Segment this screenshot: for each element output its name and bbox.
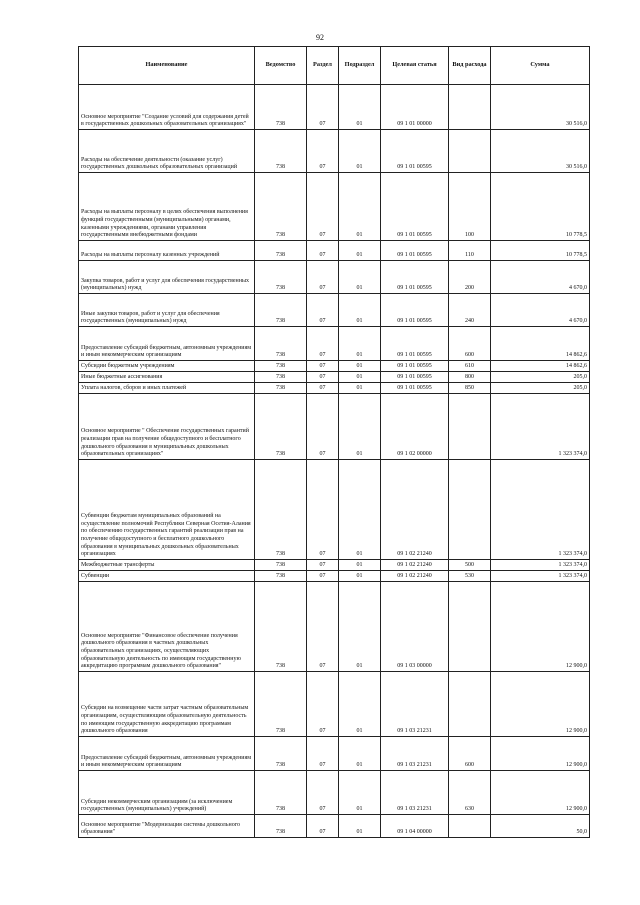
- row-article: 09 1 01 00595: [381, 130, 449, 173]
- row-sum: 4 670,0: [491, 261, 590, 294]
- row-subsection: 01: [339, 815, 381, 838]
- header-article: Целевая статья: [381, 47, 449, 85]
- row-section: 07: [307, 771, 339, 815]
- row-article: 09 1 01 00000: [381, 85, 449, 130]
- row-subsection: 01: [339, 771, 381, 815]
- row-article: 09 1 03 21231: [381, 737, 449, 771]
- row-subsection: 01: [339, 672, 381, 737]
- row-expense-type: 610: [449, 361, 491, 372]
- header-name: Наименование: [79, 47, 255, 85]
- row-section: 07: [307, 560, 339, 571]
- row-name: Иные закупки товаров, работ и услуг для обеспечения государственных (муниципальных) нужд: [79, 294, 255, 327]
- row-section: 07: [307, 571, 339, 582]
- row-sum: 4 670,0: [491, 294, 590, 327]
- row-section: 07: [307, 737, 339, 771]
- row-subsection: 01: [339, 327, 381, 361]
- row-name: Предоставление субсидий бюджетным, автономным учреждениям и иным некоммерческим организациям: [79, 737, 255, 771]
- row-dept: 738: [255, 130, 307, 173]
- row-sum: 1 323 374,0: [491, 394, 590, 460]
- row-subsection: 01: [339, 130, 381, 173]
- row-sum: 12 900,0: [491, 771, 590, 815]
- row-section: 07: [307, 672, 339, 737]
- table-row: [79, 394, 590, 460]
- row-expense-type: 600: [449, 327, 491, 361]
- table-row: [79, 294, 590, 327]
- row-sum: 12 900,0: [491, 737, 590, 771]
- row-name: Уплата налогов, сборов и иных платежей: [79, 383, 255, 394]
- table-row: [79, 85, 590, 130]
- row-sum: 14 862,6: [491, 361, 590, 372]
- row-section: 07: [307, 294, 339, 327]
- row-dept: 738: [255, 361, 307, 372]
- row-expense-type: 600: [449, 737, 491, 771]
- row-section: 07: [307, 173, 339, 241]
- row-section: 07: [307, 241, 339, 261]
- row-sum: 1 323 374,0: [491, 460, 590, 560]
- row-section: 07: [307, 460, 339, 560]
- table-row: [79, 460, 590, 560]
- row-section: 07: [307, 361, 339, 372]
- row-subsection: 01: [339, 582, 381, 672]
- row-article: 09 1 01 00595: [381, 294, 449, 327]
- row-expense-type: [449, 815, 491, 838]
- table-row: [79, 372, 590, 383]
- row-name: Субсидии бюджетным учреждениям: [79, 361, 255, 372]
- header-section: Раздел: [307, 47, 339, 85]
- row-expense-type: 530: [449, 571, 491, 582]
- row-name: Расходы на обеспечение деятельности (оказание услуг) государственных дошкольных образовательных организаций: [79, 130, 255, 173]
- row-sum: 50,0: [491, 815, 590, 838]
- row-expense-type: [449, 130, 491, 173]
- row-article: 09 1 01 00595: [381, 372, 449, 383]
- row-sum: 1 323 374,0: [491, 560, 590, 571]
- row-article: 09 1 01 00595: [381, 383, 449, 394]
- row-expense-type: 500: [449, 560, 491, 571]
- row-section: 07: [307, 261, 339, 294]
- row-article: 09 1 02 00000: [381, 394, 449, 460]
- row-article: 09 1 02 21240: [381, 571, 449, 582]
- row-sum: 12 900,0: [491, 672, 590, 737]
- row-subsection: 01: [339, 571, 381, 582]
- row-subsection: 01: [339, 85, 381, 130]
- row-section: 07: [307, 582, 339, 672]
- row-expense-type: [449, 85, 491, 130]
- row-name: Субсидии некоммерческим организациям (за исключением государственных (муниципальных) учреждений): [79, 771, 255, 815]
- row-dept: 738: [255, 582, 307, 672]
- row-dept: 738: [255, 241, 307, 261]
- budget-table: [78, 46, 590, 838]
- row-expense-type: 850: [449, 383, 491, 394]
- row-article: 09 1 03 21231: [381, 672, 449, 737]
- row-dept: 738: [255, 383, 307, 394]
- row-section: 07: [307, 85, 339, 130]
- row-name: Основное мероприятие "Модернизация системы дошкольного образования": [79, 815, 255, 838]
- row-sum: 10 778,5: [491, 173, 590, 241]
- row-subsection: 01: [339, 394, 381, 460]
- row-subsection: 01: [339, 173, 381, 241]
- table-row: [79, 771, 590, 815]
- row-sum: 12 900,0: [491, 582, 590, 672]
- row-subsection: 01: [339, 372, 381, 383]
- row-expense-type: 240: [449, 294, 491, 327]
- row-subsection: 01: [339, 383, 381, 394]
- row-article: 09 1 02 21240: [381, 460, 449, 560]
- row-article: 09 1 04 00000: [381, 815, 449, 838]
- row-dept: 738: [255, 460, 307, 560]
- row-name: Основное мероприятие " Обеспечение государственных гарантий реализации прав на получение общедоступного и бесплатного дошкольного образования в муниципальных дошкольных образовательных организациях": [79, 394, 255, 460]
- row-dept: 738: [255, 737, 307, 771]
- table-row: [79, 261, 590, 294]
- row-dept: 738: [255, 85, 307, 130]
- row-dept: 738: [255, 815, 307, 838]
- row-section: 07: [307, 394, 339, 460]
- page-number: 92: [316, 33, 324, 42]
- row-dept: 738: [255, 394, 307, 460]
- row-article: 09 1 01 00595: [381, 361, 449, 372]
- table-row: [79, 737, 590, 771]
- row-article: 09 1 02 21240: [381, 560, 449, 571]
- row-expense-type: 200: [449, 261, 491, 294]
- row-name: Предоставление субсидий бюджетным, автономным учреждениям и иным некоммерческим организациям: [79, 327, 255, 361]
- table-row: [79, 327, 590, 361]
- row-subsection: 01: [339, 294, 381, 327]
- row-section: 07: [307, 383, 339, 394]
- row-name: Субвенции: [79, 571, 255, 582]
- row-name: Субсидии на возмещение части затрат частным образовательным организациям, осуществляющим образовательную деятельность по имеющим государственную аккредитацию программам дошкольного образования: [79, 672, 255, 737]
- row-sum: 30 516,0: [491, 130, 590, 173]
- table-row: [79, 361, 590, 372]
- table-row: [79, 582, 590, 672]
- row-sum: 1 323 374,0: [491, 571, 590, 582]
- row-section: 07: [307, 327, 339, 361]
- table-row: [79, 173, 590, 241]
- row-expense-type: [449, 460, 491, 560]
- row-subsection: 01: [339, 737, 381, 771]
- row-subsection: 01: [339, 560, 381, 571]
- row-article: 09 1 01 00595: [381, 241, 449, 261]
- row-dept: 738: [255, 372, 307, 383]
- row-article: 09 1 01 00595: [381, 173, 449, 241]
- row-name: Закупка товаров, работ и услуг для обеспечения государственных (муниципальных) нужд: [79, 261, 255, 294]
- header-sum: Сумма: [491, 47, 590, 85]
- row-article: 09 1 01 00595: [381, 327, 449, 361]
- row-sum: 205,0: [491, 372, 590, 383]
- header-dept: Ведомство: [255, 47, 307, 85]
- row-dept: 738: [255, 560, 307, 571]
- table-row: [79, 130, 590, 173]
- table-header-row: [79, 47, 590, 85]
- row-name: Основное мероприятие "Финансовое обеспечение получения дошкольного образования в частных дошкольных образовательных организациях, осуществляющих образовательную деятельность по имеющим государственную аккредитацию программам дошкольного образования": [79, 582, 255, 672]
- row-sum: 30 516,0: [491, 85, 590, 130]
- header-subsection: Подраздел: [339, 47, 381, 85]
- row-subsection: 01: [339, 261, 381, 294]
- row-expense-type: 110: [449, 241, 491, 261]
- row-dept: 738: [255, 173, 307, 241]
- row-name: Основное мероприятие "Создание условий для содержания детей в государственных дошкольных образовательных организациях": [79, 85, 255, 130]
- row-sum: 10 778,5: [491, 241, 590, 261]
- row-name: Иные бюджетные ассигнования: [79, 372, 255, 383]
- row-expense-type: 800: [449, 372, 491, 383]
- row-expense-type: 630: [449, 771, 491, 815]
- row-section: 07: [307, 130, 339, 173]
- row-subsection: 01: [339, 460, 381, 560]
- row-sum: 14 862,6: [491, 327, 590, 361]
- row-expense-type: 100: [449, 173, 491, 241]
- row-expense-type: [449, 582, 491, 672]
- row-expense-type: [449, 672, 491, 737]
- row-name: Субвенции бюджетам муниципальных образований на осуществление полномочий Республики Северная Осетия-Алания по обеспечению государственных гарантий реализации прав на получение общедоступного и бесплатного дошкольного образования в муниципальных дошкольных образовательных организациях: [79, 460, 255, 560]
- row-section: 07: [307, 372, 339, 383]
- row-dept: 738: [255, 672, 307, 737]
- table-row: [79, 815, 590, 838]
- row-dept: 738: [255, 294, 307, 327]
- row-sum: 205,0: [491, 383, 590, 394]
- row-article: 09 1 01 00595: [381, 261, 449, 294]
- table-row: [79, 241, 590, 261]
- row-name: Расходы на выплаты персоналу в целях обеспечения выполнения функций государственными (муниципальными) органами, казенными учреждениями, органами управления государственными внебюджетными фондами: [79, 173, 255, 241]
- row-dept: 738: [255, 327, 307, 361]
- row-article: 09 1 03 00000: [381, 582, 449, 672]
- row-dept: 738: [255, 261, 307, 294]
- row-section: 07: [307, 815, 339, 838]
- row-dept: 738: [255, 771, 307, 815]
- row-name: Расходы на выплаты персоналу казенных учреждений: [79, 241, 255, 261]
- header-expense-type: Вид расхода: [449, 47, 491, 85]
- row-article: 09 1 03 21231: [381, 771, 449, 815]
- table-row: [79, 571, 590, 582]
- row-expense-type: [449, 394, 491, 460]
- row-subsection: 01: [339, 361, 381, 372]
- row-name: Межбюджетные трансферты: [79, 560, 255, 571]
- table-row: [79, 672, 590, 737]
- table-row: [79, 383, 590, 394]
- table-row: [79, 560, 590, 571]
- row-dept: 738: [255, 571, 307, 582]
- row-subsection: 01: [339, 241, 381, 261]
